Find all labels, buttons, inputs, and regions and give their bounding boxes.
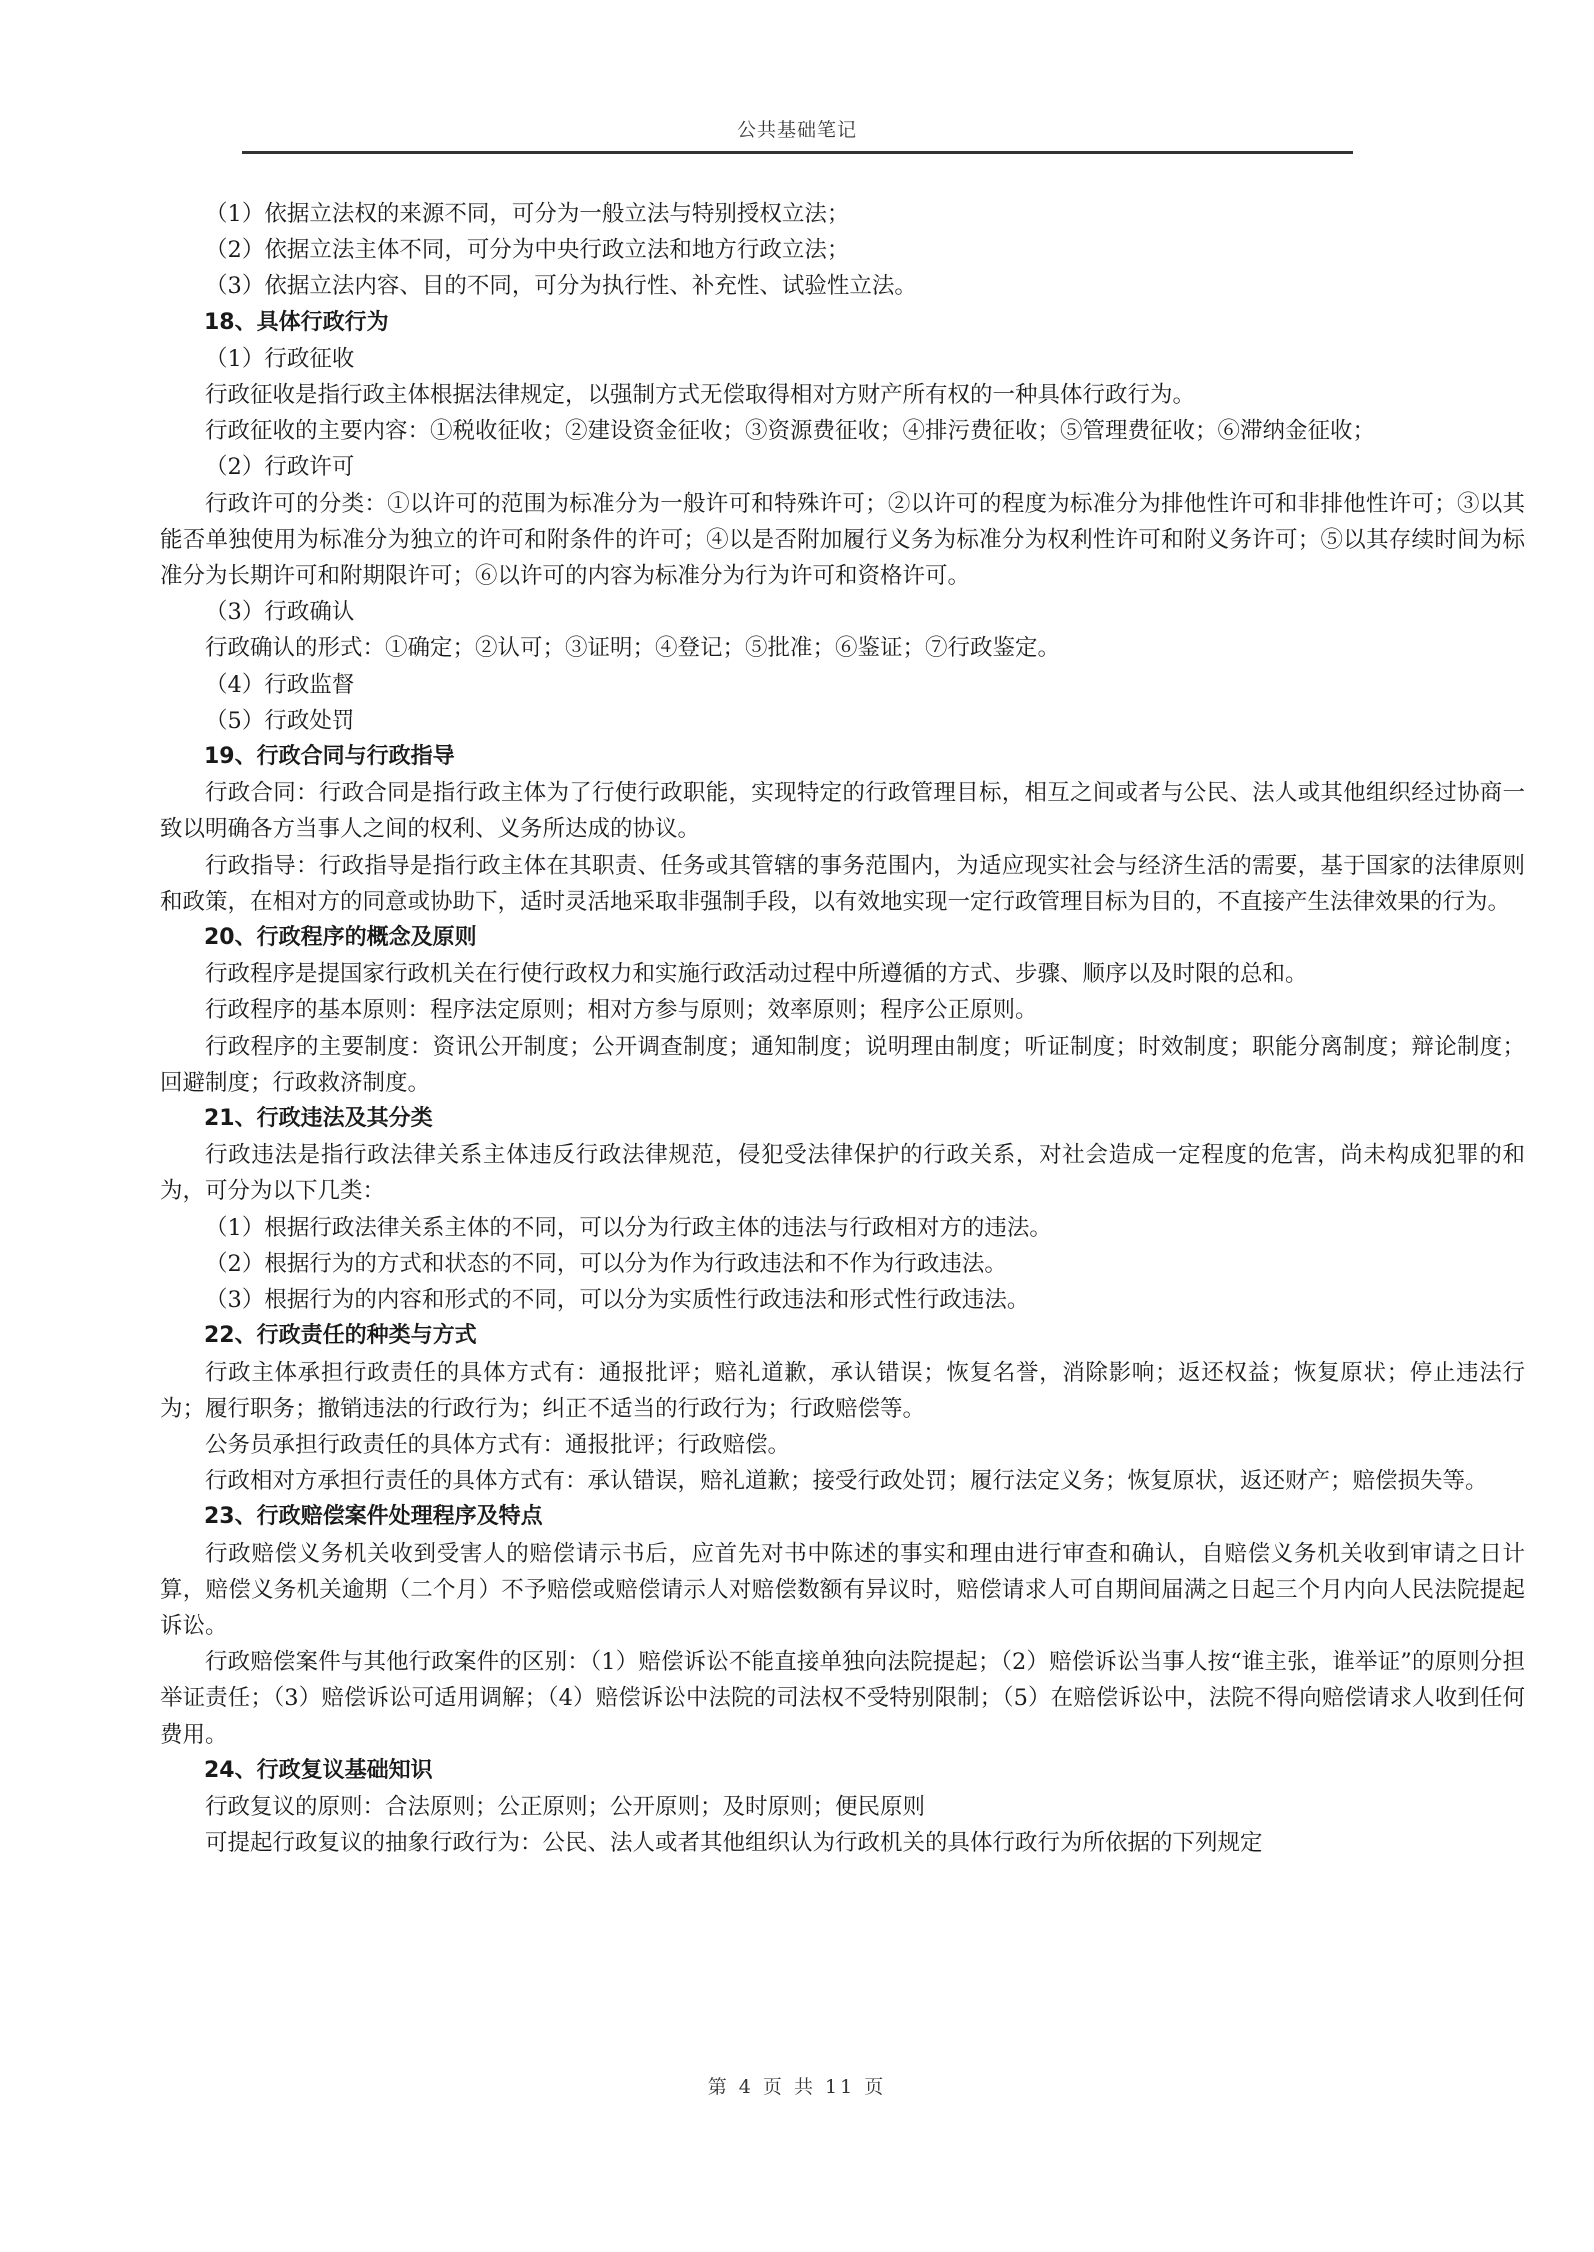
section-heading: 22、行政责任的种类与方式 [204,1323,477,1349]
section-heading: 20、行政程序的概念及原则 [204,925,477,951]
paragraph: 行政征收的主要内容：①税收征收；②建设资金征收；③资源费征收；④排污费征收；⑤管理费征收；⑥滞纳金征收； [205,418,1376,445]
paragraph: （3）行政确认 [205,599,355,626]
paragraph: 可提起行政复议的抽象行政行为：公民、法人或者其他组织认为行政机关的具体行政行为所依据的下列规定 [205,1830,1263,1857]
page-header-title: 公共基础笔记 [736,119,857,141]
paragraph: 行政指导：行政指导是指行政主体在其职责、任务或其管辖的事务范围内，为适应现实社会与经济生活的需要，基于国家的法律原则和政策，在相对方的同意或协助下，适时灵活地采取非强制手段，以有效地实现一定行政管理目标为目的，不直接产生法律效果的行为。 [160,852,1525,915]
paragraph: 行政合同：行政合同是指行政主体为了行使行政职能，实现特定的行政管理目标，相互之间或者与公民、法人或其他组织经过协商一致以明确各方当事人之间的权利、义务所达成的协议。 [160,780,1525,843]
paragraph: 行政确认的形式：①确定；②认可；③证明；④登记；⑤批准；⑥鉴证；⑦行政鉴定。 [205,635,1061,662]
header-divider [242,151,1353,154]
paragraph: （1）依据立法权的来源不同，可分为一般立法与特别授权立法； [205,201,850,227]
section-heading: 23、行政赔偿案件处理程序及特点 [204,1504,543,1530]
document-body [160,196,1525,1861]
paragraph: 行政复议的原则：合法原则；公正原则；公开原则；及时原则；便民原则 [205,1793,926,1820]
paragraph: （5）行政处罚 [205,707,355,734]
paragraph: 行政征收是指行政主体根据法律规定，以强制方式无偿取得相对方财产所有权的一种具体行政行为。 [205,382,1196,409]
paragraph: （2）根据行为的方式和状态的不同，可以分为作为行政违法和不作为行政违法。 [205,1250,1007,1277]
section-heading: 21、行政违法及其分类 [204,1106,433,1132]
paragraph: （4）行政监督 [205,671,355,698]
section-heading: 18、具体行政行为 [204,309,389,335]
paragraph: 行政程序的基本原则：程序法定原则；相对方参与原则；效率原则；程序公正原则。 [205,997,1038,1024]
section-heading: 24、行政复议基础知识 [204,1757,433,1783]
page-footer-number: 第 4 页 共 11 页 [707,2076,887,2098]
paragraph: （3）依据立法内容、目的不同，可分为执行性、补充性、试验性立法。 [205,273,917,300]
paragraph: 行政程序的主要制度：资讯公开制度；公开调查制度；通知制度；说明理由制度；听证制度；时效制度；职能分离制度；辩论制度；回避制度；行政救济制度。 [160,1033,1525,1096]
paragraph: 公务员承担行政责任的具体方式有：通报批评；行政赔偿。 [205,1431,791,1458]
paragraph: （2）行政许可 [205,454,355,481]
section-heading: 19、行政合同与行政指导 [204,744,455,770]
paragraph: 行政相对方承担行责任的具体方式有：承认错误，赔礼道歉；接受行政处罚；履行法定义务；恢复原状，返还财产；赔偿损失等。 [205,1468,1488,1495]
paragraph: 行政违法是指行政法律关系主体违反行政法律规范，侵犯受法律保护的行政关系，对社会造成一定程度的危害，尚未构成犯罪的和为，可分为以下几类： [160,1142,1525,1205]
paragraph: 行政许可的分类：①以许可的范围为标准分为一般许可和特殊许可；②以许可的程度为标准分为排他性许可和非排他性许可；③以其能否单独使用为标准分为独立的许可和附条件的许可；④以是否附加履行义务为标准分为权利性许可和附义务许可；⑤以其存续时间为标准分为长期许可和附期限许可；⑥以许可的内容为标准分为行为许可和资格许可。 [160,490,1525,590]
paragraph: 行政赔偿案件与其他行政案件的区别：（1）赔偿诉讼不能直接单独向法院提起；（2）赔偿诉讼当事人按“谁主张，谁举证”的原则分担举证责任；（3）赔偿诉讼可适用调解；（4）赔偿诉讼中法院的司法权不受特别限制；（5）在赔偿诉讼中，法院不得向赔偿请求人收到任何费用。 [160,1649,1525,1748]
paragraph: 行政程序是提国家行政机关在行使行政权力和实施行政活动过程中所遵循的方式、步骤、顺序以及时限的总和。 [205,961,1308,988]
paragraph: 行政赔偿义务机关收到受害人的赔偿请示书后，应首先对书中陈述的事实和理由进行审查和确认，自赔偿义务机关收到审请之日计算，赔偿义务机关逾期（二个月）不予赔偿或赔偿请示人对赔偿数额有异议时，赔偿请求人可自期间届满之日起三个月内向人民法院提起诉讼。 [160,1540,1525,1639]
paragraph: （1）根据行政法律关系主体的不同，可以分为行政主体的违法与行政相对方的违法。 [205,1214,1052,1241]
paragraph: （1）行政征收 [205,345,355,372]
paragraph: 行政主体承担行政责任的具体方式有：通报批评；赔礼道歉，承认错误；恢复名誉，消除影响；返还权益；恢复原状；停止违法行为；履行职务；撤销违法的行政行为；纠正不适当的行政行为；行政赔偿等。 [160,1359,1525,1422]
paragraph: （3）根据行为的内容和形式的不同，可以分为实质性行政违法和形式性行政违法。 [205,1287,1030,1314]
paragraph: （2）依据立法主体不同，可分为中央行政立法和地方行政立法； [205,237,850,264]
